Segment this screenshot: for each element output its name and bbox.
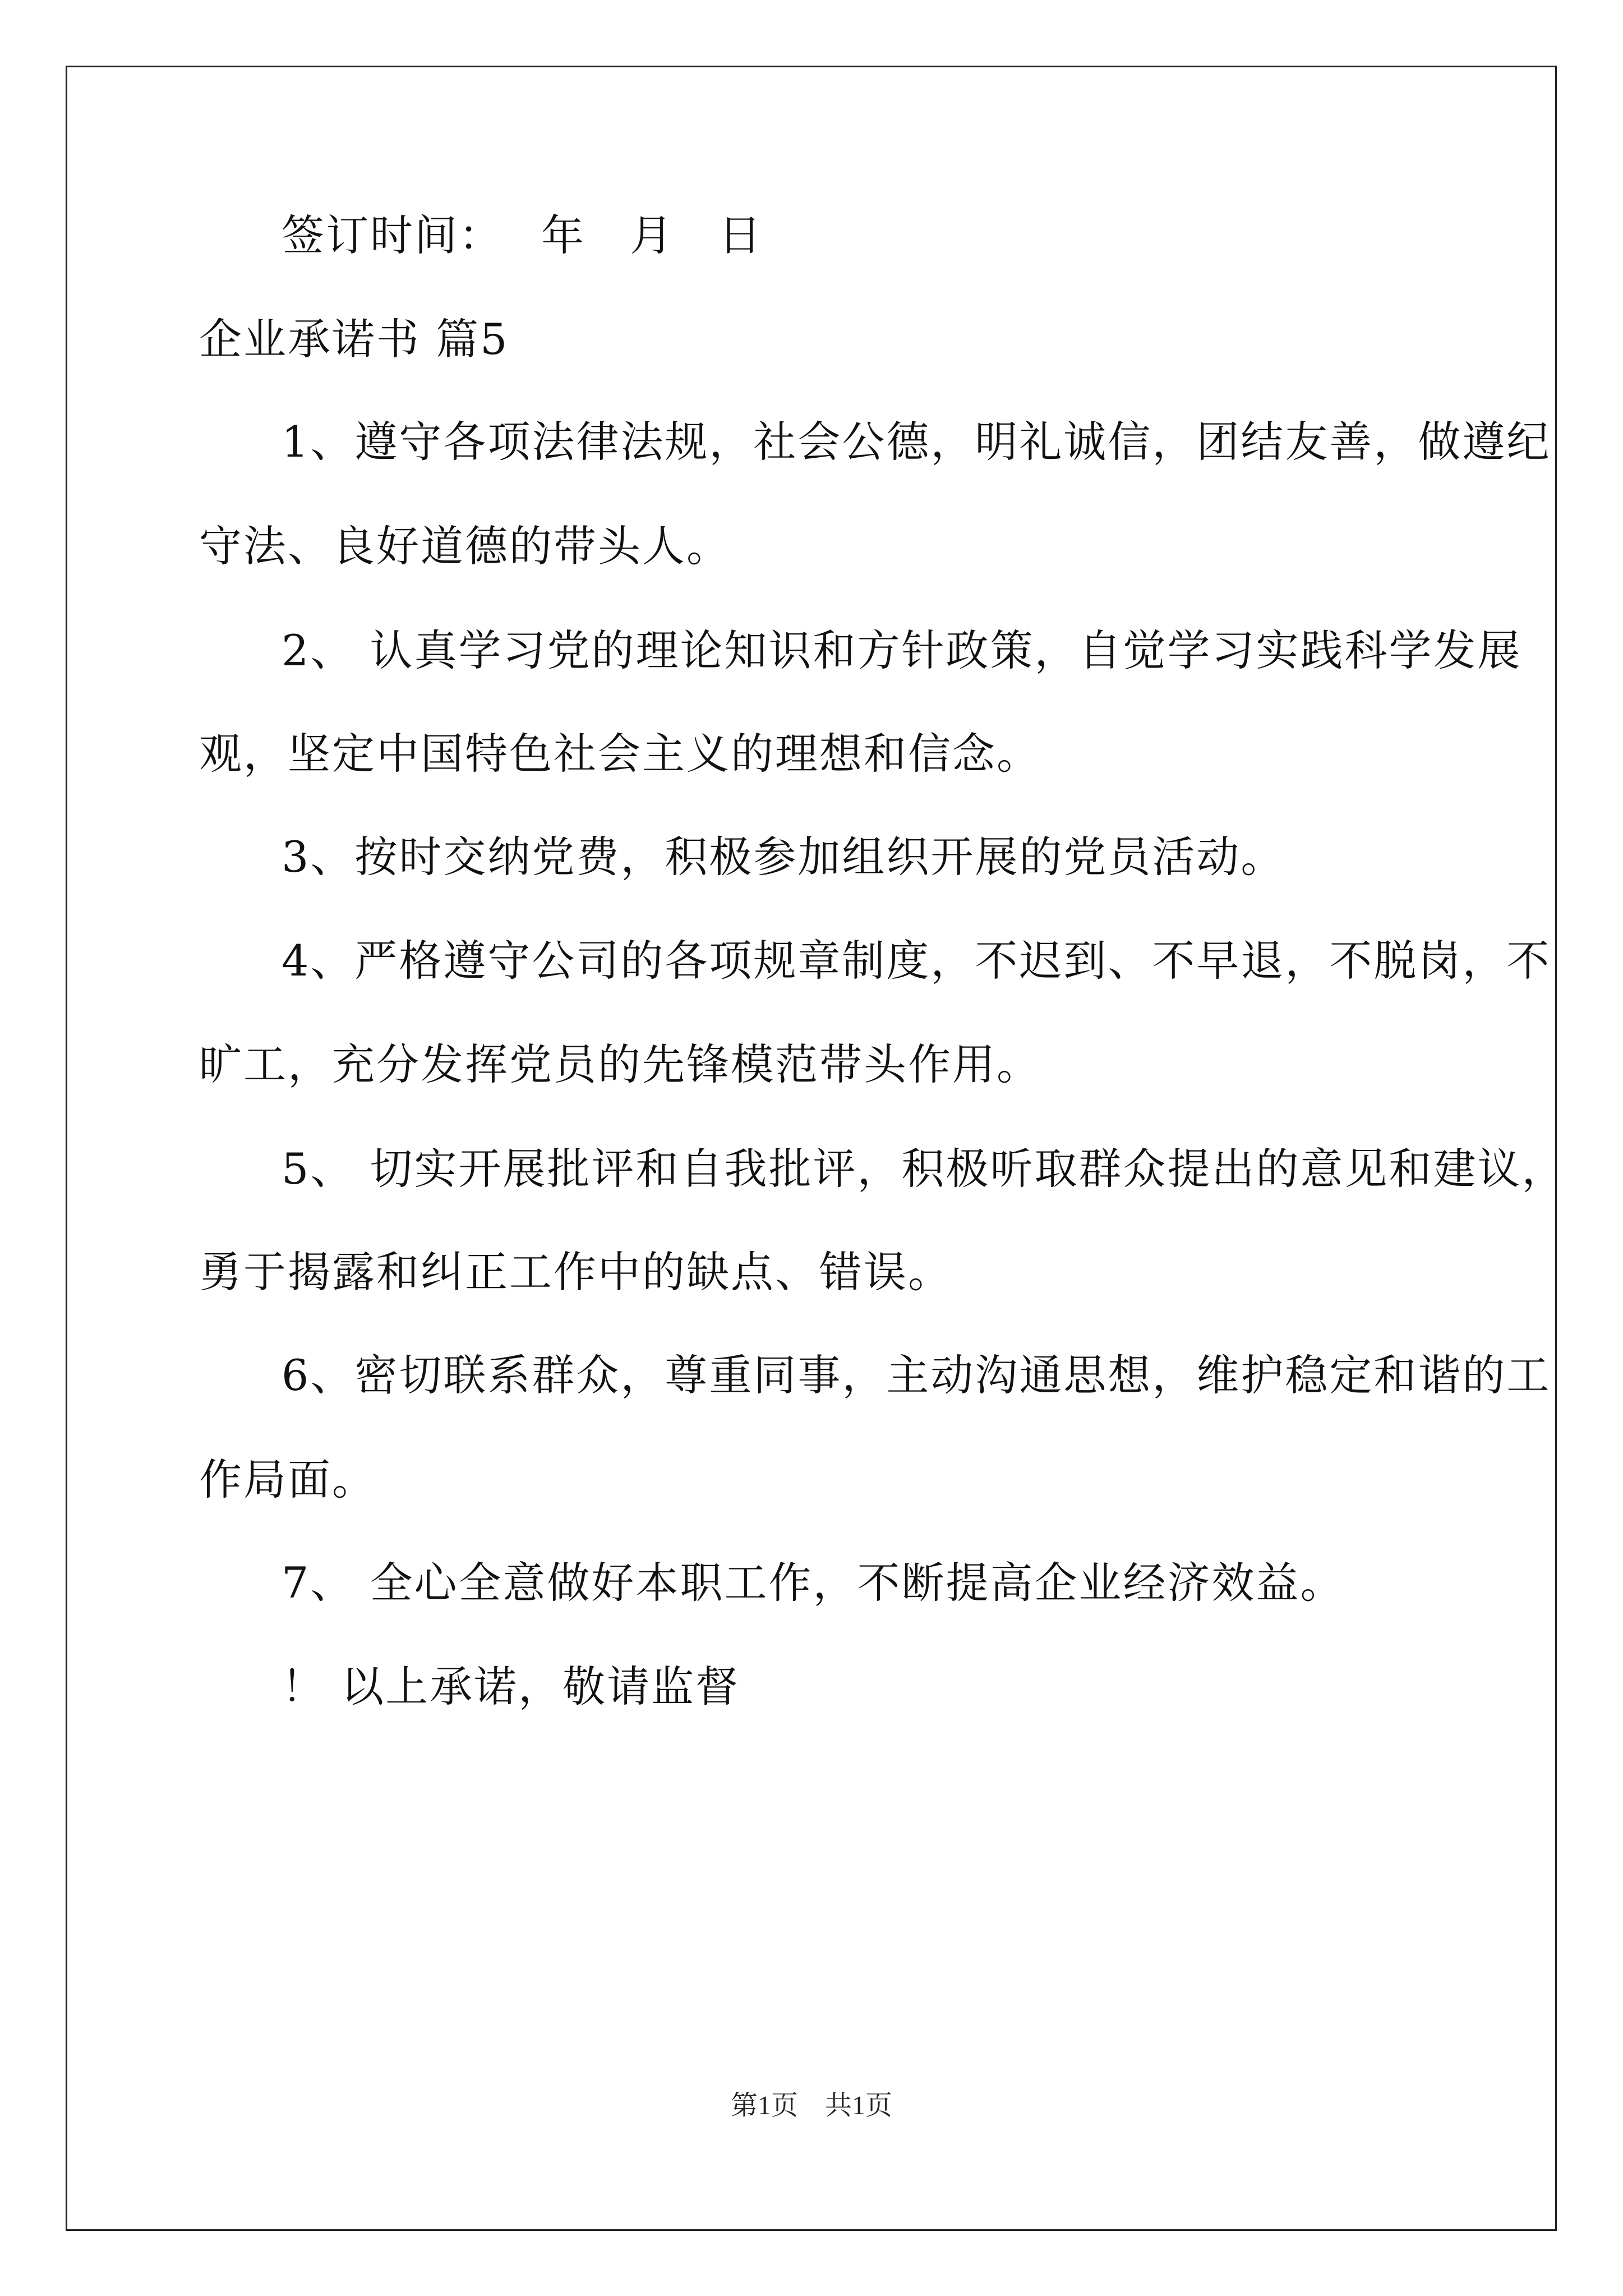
closing-line: ！ 以上承诺，敬请监督 — [282, 1662, 740, 1711]
item-2-line-2: 观，坚定中国特色社会主义的理想和信念。 — [199, 729, 1041, 779]
item-5-line-1: 5、 切实开展批评和自我批评，积极听取群众提出的意见和建议， — [282, 1144, 1566, 1194]
page-footer: 第1页 共1页 — [730, 2091, 892, 2120]
signing-date-line: 签订时间： 年 月 日 — [282, 210, 763, 260]
item-5-line-2: 勇于揭露和纠正工作中的缺点、错误。 — [199, 1247, 952, 1297]
item-4-line-2: 旷工，充分发挥党员的先锋模范带头作用。 — [199, 1039, 1041, 1089]
item-6-line-2: 作局面。 — [199, 1455, 376, 1504]
item-7-line-1: 7、 全心全意做好本职工作，不断提高企业经济效益。 — [282, 1558, 1345, 1608]
item-2-line-1: 2、 认真学习党的理论知识和方针政策，自觉学习实践科学发展 — [282, 625, 1522, 675]
item-1-line-2: 守法、良好道德的带头人。 — [199, 521, 731, 571]
item-3-line-1: 3、按时交纳党费，积极参加组织开展的党员活动。 — [282, 832, 1285, 882]
section-heading: 企业承诺书 篇5 — [199, 314, 509, 364]
item-1-line-1: 1、遵守各项法律法规，社会公德，明礼诚信，团结友善，做遵纪 — [282, 417, 1551, 467]
item-6-line-1: 6、密切联系群众，尊重同事，主动沟通思想，维护稳定和谐的工 — [282, 1350, 1551, 1400]
item-4-line-1: 4、严格遵守公司的各项规章制度，不迟到、不早退，不脱岗，不 — [282, 936, 1551, 986]
